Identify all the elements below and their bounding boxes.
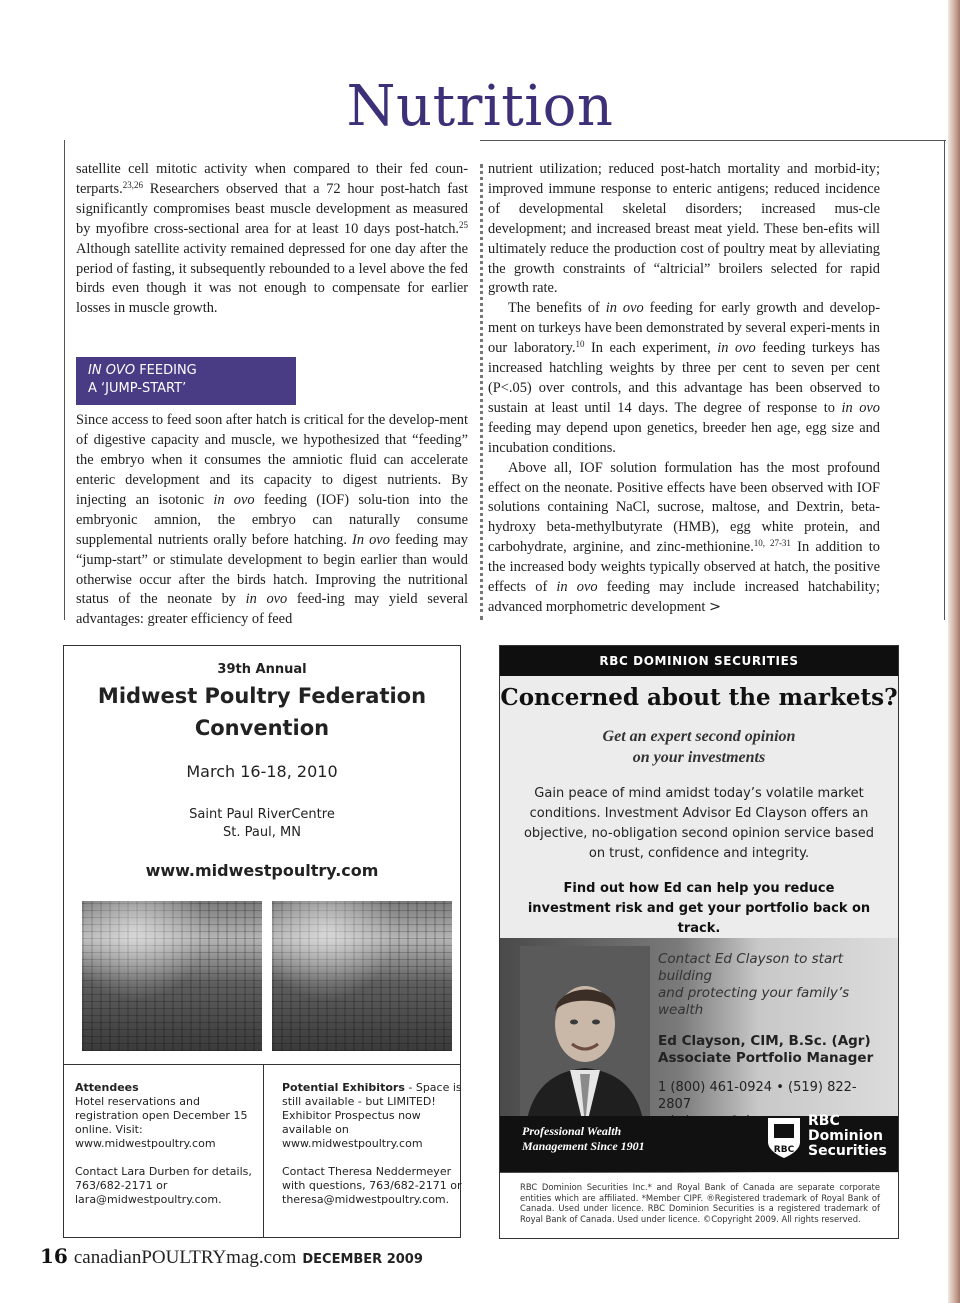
logo-line: RBC: [808, 1113, 840, 1129]
paragraph: [76, 160, 468, 319]
rbc-contact: [658, 951, 888, 1130]
attendees-block: [75, 1081, 255, 1151]
advisor-name: Ed Clayson, CIM, B.Sc. (Agr): [658, 1033, 871, 1049]
text: feeding turkeys has increased hatchling weights by three per cent to seven per cent (P<.05) over controls, and this advantage has been observed to sustain at least until 14 days. The degree of response to: [488, 340, 880, 416]
subheading-text: FEEDING: [135, 363, 197, 379]
rbc-lion-logo-icon: [766, 1116, 802, 1160]
rbc-subheadline: [500, 726, 898, 768]
term: in ovo: [605, 300, 644, 317]
subheading-text: A ‘JUMP-START’: [88, 381, 187, 397]
exhibitors-label: Potential Exhibitors: [282, 1081, 405, 1094]
venue-line: Saint Paul RiverCentre: [189, 807, 335, 822]
rbc-mark-text: RBC: [773, 1145, 795, 1155]
rbc-tagline: [522, 1124, 645, 1154]
text: feeding (IOF) solu-tion into the embryonic amnion, the embryo can naturally consume supplemental nutrients orally before hatching.: [76, 491, 468, 548]
advisor-phone[interactable]: 1 (800) 461-0924 • (519) 822-2807: [658, 1080, 857, 1112]
ad-dates: March 16-18, 2010: [186, 762, 338, 781]
ad-annual: 39th Annual: [217, 662, 307, 677]
citation: 10, 27-31: [753, 538, 791, 549]
magazine-url: canadianPOULTRYmag.com: [73, 1247, 297, 1268]
attendees-label: Attendees: [75, 1081, 139, 1094]
rbc-logo-text: [808, 1114, 887, 1159]
continue-arrow-icon: >: [708, 598, 722, 615]
frame-left-rule: [64, 140, 65, 620]
ad-title-line: Midwest Poultry Federation: [97, 684, 427, 708]
attendees-text: Hotel reservations and registration open December 15 online. Visit: www.midwestpoultry.com: [75, 1095, 248, 1150]
exhibitors-info: [282, 1081, 462, 1221]
logo-line: Securities: [808, 1143, 887, 1159]
exhibit-floor-photo: [272, 901, 452, 1051]
logo-line: Dominion: [808, 1128, 883, 1144]
text: Since access to feed soon after hatch is critical for the develop-ment of digestive capacity and muscle, we hypothesized that “feeding” the embryo when it consumes the amniotic fluid can accelerate enteric development and its capacity to digest nutrients. By injecting an isotonic: [76, 412, 468, 508]
term: in ovo: [717, 340, 756, 357]
text: feeding may “jump-start” or stimulate development to begin earlier than would otherwise occur after the birds hatch. Improving the nutritional status of the neonate by: [76, 531, 469, 608]
ad-url-link[interactable]: www.midwestpoultry.com: [145, 861, 379, 880]
advisor-title: Associate Portfolio Manager: [658, 1050, 874, 1066]
term: in ovo: [213, 491, 255, 508]
frame-right-rule: [944, 140, 945, 620]
tagline-line: Management Since 1901: [522, 1139, 645, 1153]
midwest-poultry-ad: [63, 645, 461, 1238]
column-divider: [480, 164, 483, 620]
sub-line: Get an expert second opinion: [602, 728, 796, 745]
citation: 25: [459, 219, 468, 230]
subheading-box: [76, 357, 296, 405]
rbc-ad: [499, 645, 899, 1239]
attendees-contact: Contact Lara Durben for details, 763/682-2171 or lara@midwestpoultry.com.: [75, 1165, 252, 1206]
contact-line: and protecting your family’s wealth: [658, 985, 850, 1018]
term: in ovo: [556, 579, 598, 596]
rbc-header: RBC DOMINION SECURITIES: [500, 646, 898, 676]
text: feeding may depend upon genetics, breeder hen age, egg size and incubation conditions.: [488, 419, 880, 456]
attendees-info: [75, 1081, 255, 1221]
advisor-portrait-icon: [520, 946, 650, 1132]
text: feed-ing may yield several advantages: greater efficiency of feed: [76, 591, 468, 628]
text: feeding may include increased hatchability; advanced morphometric development: [488, 579, 880, 615]
text: Although satellite activity remained depressed for one day after the period of fasting, it subsequently rebounded to a level above the fed birds even though it was not enough to compensate for earlier losses in muscle growth.: [76, 240, 468, 317]
ad-column-divider: [263, 1064, 264, 1238]
text: satellite cell mitotic activity when compared to their fed coun-terparts.: [76, 161, 468, 197]
ad-title-line: Convention: [194, 716, 330, 740]
rbc-headline: Concerned about the markets?: [500, 684, 898, 711]
issue-date: DECEMBER 2009: [302, 1252, 423, 1267]
citation: 23,26: [122, 179, 143, 190]
exhibitors-contact: Contact Theresa Neddermeyer with questions, 763/682-2171 or theresa@midwestpoultry.com.: [282, 1165, 462, 1206]
text: Above all, IOF solution formulation has the most profound effect on the neonate. Positive effects have been observed with IOF solutions containing NaCl, sucrose, maltose, and Dextrin, beta-hydroxy beta-methylbutyrate (HMB), egg white protein, and carbohydrate, arginine, and zinc-methionine.: [488, 459, 880, 556]
text: The benefits of: [508, 300, 606, 317]
tagline-line: Professional Wealth: [522, 1124, 622, 1138]
subheading-italic: IN OVO: [88, 363, 136, 379]
paragraph: [488, 299, 880, 458]
rbc-legal: RBC Dominion Securities Inc.* and Royal Bank of Canada are separate corporate entities which are affiliated. *Member CIPF. ®Registered trademark of Royal Bank of Canada. Used under licence. RBC Dominion Securities is a registered trademark of Royal Bank of Canada. Used under licence. ©Copyright 2009. All rights reserved.: [520, 1182, 880, 1224]
text: feeding for early growth and develop-ment on turkeys have been demonstrated by several experi-ments in our laboratory.: [488, 300, 881, 357]
section-title: Nutrition: [346, 74, 614, 139]
header-rule: [480, 140, 946, 141]
convention-hall-photo: [82, 901, 262, 1051]
page-footer: [40, 1244, 423, 1270]
ad-venue: [64, 806, 460, 842]
paragraph: [76, 411, 468, 630]
paragraph: [488, 459, 880, 618]
exhibitors-block: [282, 1081, 462, 1151]
contact-line: Contact Ed Clayson to start building: [658, 951, 844, 984]
citation: 10: [575, 339, 585, 350]
ad-divider: [64, 1064, 460, 1065]
page-edge-strip: [948, 0, 960, 1303]
term: In ovo: [352, 531, 390, 548]
article-right-column: [488, 160, 880, 618]
page-number: 16: [40, 1244, 68, 1268]
venue-line: St. Paul, MN: [223, 825, 301, 840]
exhibitors-text: - Space is still available - but LIMITED! Exhibitor Prospectus now available on www.midwestpoultry.com: [282, 1081, 462, 1150]
rbc-cta: Find out how Ed can help you reduce investment risk and get your portfolio back on track.: [527, 881, 871, 936]
term: in ovo: [245, 591, 288, 608]
article-left-column: [76, 160, 468, 630]
ad-title: [64, 680, 460, 744]
text: In each experiment,: [584, 340, 718, 357]
text: Researchers observed that a 72 hour post-hatch fast significantly compromises beast muscle development as measured by myofibre cross-sectional area for at least 10 days post-hatch.: [76, 180, 468, 237]
term: in ovo: [841, 399, 880, 416]
rbc-body: Gain peace of mind amidst today’s volatile market conditions. Investment Advisor Ed Clayson offers an objective, no-obligation second opinion service based on trust, confidence and integrity.: [523, 786, 875, 861]
text: In addition to the increased body weights typically observed at hatch, the positive effects of: [488, 539, 880, 596]
sub-line: on your investments: [632, 749, 766, 766]
paragraph: nutrient utilization; reduced post-hatch mortality and morbid-ity; improved immune response to enteric antigens; reduced incidence of developmental skeletal disorders; increased mus-cle development; and increased breast meat yield. These ben-efits will ultimately reduce the production cost of poultry meat by alleviating the growth constraints of “altricial” broilers selected for rapid growth rate.: [488, 161, 880, 297]
